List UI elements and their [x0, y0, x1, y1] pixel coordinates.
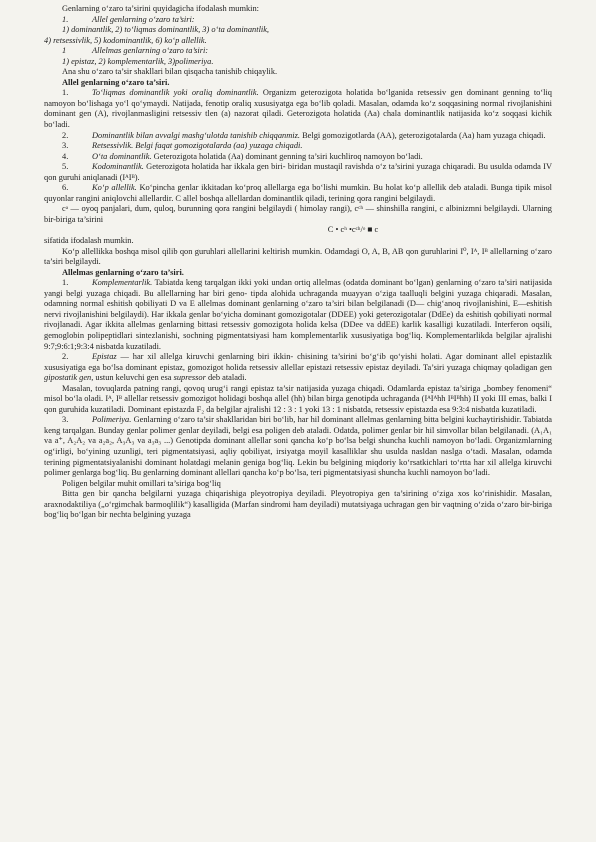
list-item [44, 46, 552, 57]
paragraph: Ko‘p allellikka boshqa misol qilib qon guruhlari allellarini keltirish mumkin. Odamdagi O, A, B, AB qon guruhlarini I⁰, Iᴬ, Iᴮ allellarning o‘zaro ta’siri belgilaydi. [44, 246, 552, 267]
formula: C • cʰ •cᶜʰ/ᵒ ■ c [327, 225, 379, 235]
term-title: Retsessivlik. Belgi faqat gomozigotalarda (aa) yuzaga chiqadi. [92, 141, 303, 151]
list-number: 4. [62, 151, 69, 161]
list-text: Allelmas genlarning o‘zaro ta’siri: [92, 46, 209, 56]
term-text: Geterozigota holatida (Aa) dominant genning ta’siri kuchliroq namoyon bo‘ladi. [151, 151, 423, 161]
term-text: deb ataladi. [205, 373, 247, 383]
paragraph: Bitta gen bir qancha belgilarni yuzaga chiqarishiga pleyotropiya deyiladi. Pleyotropiya gen ta’sirining o‘ziga xos ko‘rinishidir. Masalan, araxnodaktiliya („o‘rgimchak barmoqlilik“) kasalligida (Marfan sindromi ham deyiladi) mutatsiyaga uchragan gen bir vaqtning o‘zida o‘zaro bir-biriga bog‘liq bo‘lgan bir nechta belgining yuzaga [44, 489, 552, 520]
list-item [44, 15, 552, 26]
list-item [44, 141, 552, 152]
term-title: Ko‘p allellik. [92, 183, 137, 193]
term-inline: supressor [173, 373, 206, 383]
list-item [44, 352, 552, 384]
section-heading: Allel genlarning o‘zaro ta’siri. [62, 77, 170, 87]
list-item [44, 131, 552, 142]
list-item [44, 162, 552, 183]
list-subitems: 1) dominantlik, 2) to‘liqmas dominantlik, 3) o‘ta dominantlik, [62, 25, 270, 35]
paragraph: sifatida ifodalash mumkin. [44, 236, 134, 246]
list-item [44, 415, 552, 478]
list-number: 6. [62, 183, 69, 193]
list-text: Allel genlarning o‘zaro ta’siri: [92, 14, 195, 24]
list-number: 1. [62, 14, 69, 24]
list-number: 2. [62, 130, 69, 140]
list-number: 3. [62, 415, 69, 425]
paragraph: Masalan, tovuqlarda patning rangi, qovoq urug‘i rangi epistaz ta’sir natijasida yuzaga chiqadi. Odamlarda epistaz ta’siriga „bombey fenomeni“ misol bo‘la oladi. Iᴬ, Iᴮ allellar retsessiv gomozigot holidagi boshqa allel (hh) bilan birga genotipda uchraganda (IᴬIᴬhh IᴮIᴮhh) II yoki III emas, balki I qon guruhida kuzatiladi. Dominant epistazda F₂ da belgilar ajralishi 12 : 3 : 1 yoki 13 : 1 nisbatda, retsessiv epistazda esa 9:3:4 nisbatda kuzatiladi. [44, 383, 552, 414]
term-title: Kodominantlik. [92, 162, 144, 172]
list-number: 1. [62, 278, 69, 288]
term-text: Organizm geterozigota holatida bo‘lganida retsessiv gen dominant genning to‘liq namoyon bo‘lishaga yo‘l qo‘ymaydi. Natijada, fenotip oraliq xususiyatga ega bo‘lib qoladi. Masalan, odamda ko‘z soqqasining normal rivojlanishini dominant gen (A), rivojlanmasligini retsessiv tlen (a) nazorat qiladi. Geterozigota holatida (Aa) chala dominantlik natijasida ko‘z soqqasi kichik bo‘ladi. [44, 88, 552, 130]
term-title: Dominantlik bilan avvalgi mashg‘ulotda tanishib chiqqanmiz. [92, 130, 300, 140]
list-item [44, 183, 552, 204]
list-number: 5. [62, 162, 69, 172]
term-text: Geterozigota holatida har ikkala gen biri- biridan mustaqil ravishda o‘z ta’sirini yuzaga chiqaradi. Bu usulda odamda IV qon guruhi aniqlanadi (IᴬIᴮ). [44, 162, 552, 182]
list-subitems: 1) epistaz, 2) komplementarlik, 3)polimeriya. [62, 56, 214, 66]
term-title: To‘liqmas dominantlik yoki oraliq dominantlik. [92, 88, 259, 98]
term-title: Epistaz [92, 352, 117, 362]
section-heading: Allelmas genlarning o‘zaro ta’siri. [62, 267, 184, 277]
paragraph: cᵃ — oyoq panjalari, dum, quloq, burunning qora rangini belgilaydi ( himolay rangi), cᶜʰ — shinshilla rangini, c albinizmni belgilaydi. Ularning bir-biriga ta’sirini [44, 204, 552, 224]
term-title: O‘ta dominantlik. [92, 151, 152, 161]
term-text: Belgi gomozigotlarda (AA), geterozigotalarda (Aa) ham yuzaga chiqadi. [299, 130, 546, 140]
term-inline: gipostatik gen [44, 373, 92, 383]
list-item [44, 278, 552, 352]
list-number: 1 [62, 46, 67, 56]
term-text: Ko‘pincha genlar ikkitadan ko‘proq allellarga ega bo‘lishi mumkin. Bu holat ko‘p allellik deb ataladi. Bunga tipik misol quyonlar rangini aniqlovchi allellardir. C allel boshqa allellardan dominantlik qiladi, terining qora rangini belgilaydi. [44, 183, 552, 203]
paragraph: Genlarning o‘zaro ta’sirini quyidagicha ifodalash mumkin: [62, 4, 259, 13]
term-text: Genlarning o‘zaro ta’sir shakllaridan biri bo‘lib, har hil dominant allelmas genlarning bitta belgini kuchaytirishidir. Tabiatda keng tarqalgan. Bunday genlar polimer genlar deyiladi, belgi esa poligen deb ataladi. Odatda, polimer genlar bir hil simvollar bilan belgilanadi. (A₁A₁ va a⁺, A₂A₂ va a₂a₂, A₃A₃ va a₃a₃ ...) Genotipda dominant allellar soni qancha ko‘p bo‘lsa belgi shuncha kuchli namoyon bo‘ladi. Organizmlarning og‘irligi, bo‘yining uzunligi, teri pigmentatsiyasi, aqliy qobiliyat, irsiyatga moyil kasalliklar shu usulda nasldan naslga o‘tadi. Masalan, odamda terining pigmentatsiyalanishi dominant holatdagi melanin geniga bog‘liq. Lekin bu belgining miqdoriy ko‘rsatkichlari to‘rtta har xil allelga kiruvchi polimer genlarga bog‘liq. Bu genlarning dominant allellari qancha ko‘p bo‘lsa, teri pigmentatsiyasi shuncha kuchli namoyon bo‘ladi. [44, 415, 552, 478]
list-item [44, 152, 552, 163]
paragraph: Ana shu o‘zaro ta’sir shakllari bilan qisqacha tanishib chiqaylik. [62, 67, 278, 77]
term-text: , ustun keluvchi gen esa [91, 373, 174, 383]
term-text: — har xil allelga kiruvchi genlarning biri ikkin- chisining ta’sirini bo‘g‘ib qo‘yishi holati. Agar dominant allel epistazlik xususiyatiga ega bo‘lsa dominant epistaz, gomozigot holida retsessiv allellar epistazi retsessiv epistaz deyiladi. Ta’siri yuzaga chiqmay qoladigan gen [44, 352, 552, 372]
list-subitems: 4) retsessivlik, 5) kodominantlik, 6) ko‘p allellik. [44, 35, 207, 45]
list-number: 3. [62, 141, 69, 151]
list-number: 2. [62, 352, 69, 362]
paragraph: Poligen belgilar muhit omillari ta’siriga bog‘liq [62, 478, 221, 488]
list-item [44, 88, 552, 130]
term-title: Polimeriya. [92, 415, 132, 425]
term-text: Tabiatda keng tarqalgan ikki yoki undan ortiq allelmas (odatda dominant bo‘lgan) genlarning o‘zaro ta’siri natijasida yangi belgi yuzaga chiqadi. Bu allellarning har biri geno- tipda alohida uchraganda muayyan o‘ziga taalluqli belgini yuzaga chiqaradi. Masalan, odamning normal eshitish qobiliyati D va E allelmas dominant genlarning o‘zaro ta’siri bilan belgilanadi (D— chig‘anoq rivojlanishini, E—eshitish nervi rivojlanishini belgilaydi). Har ikkala genlar bo‘yicha dominant gomozigotalar (DDEE) yoki geterozigotalar (DdEe) da eshitish qobiliyati normal rivojlanadi. Agar ikkita allelmas genlarning bittasi retsessiv gomozigota holida kelsa (DDee va ddEE) karlik kasalligi kuzatiladi. Interferon oqsili, gemoglobin polipeptidlari sintezlanishi, sochning pigmentatsiyasi ham komplementarlik xususiyatiga bog‘liq. Komplementarlikda belgilar ajralishi 9:7;9:6:1;9:3:4 nisbatda kuzatiladi. [44, 278, 552, 351]
list-number: 1. [62, 88, 69, 98]
term-title: Komplementarlik. [92, 278, 153, 288]
